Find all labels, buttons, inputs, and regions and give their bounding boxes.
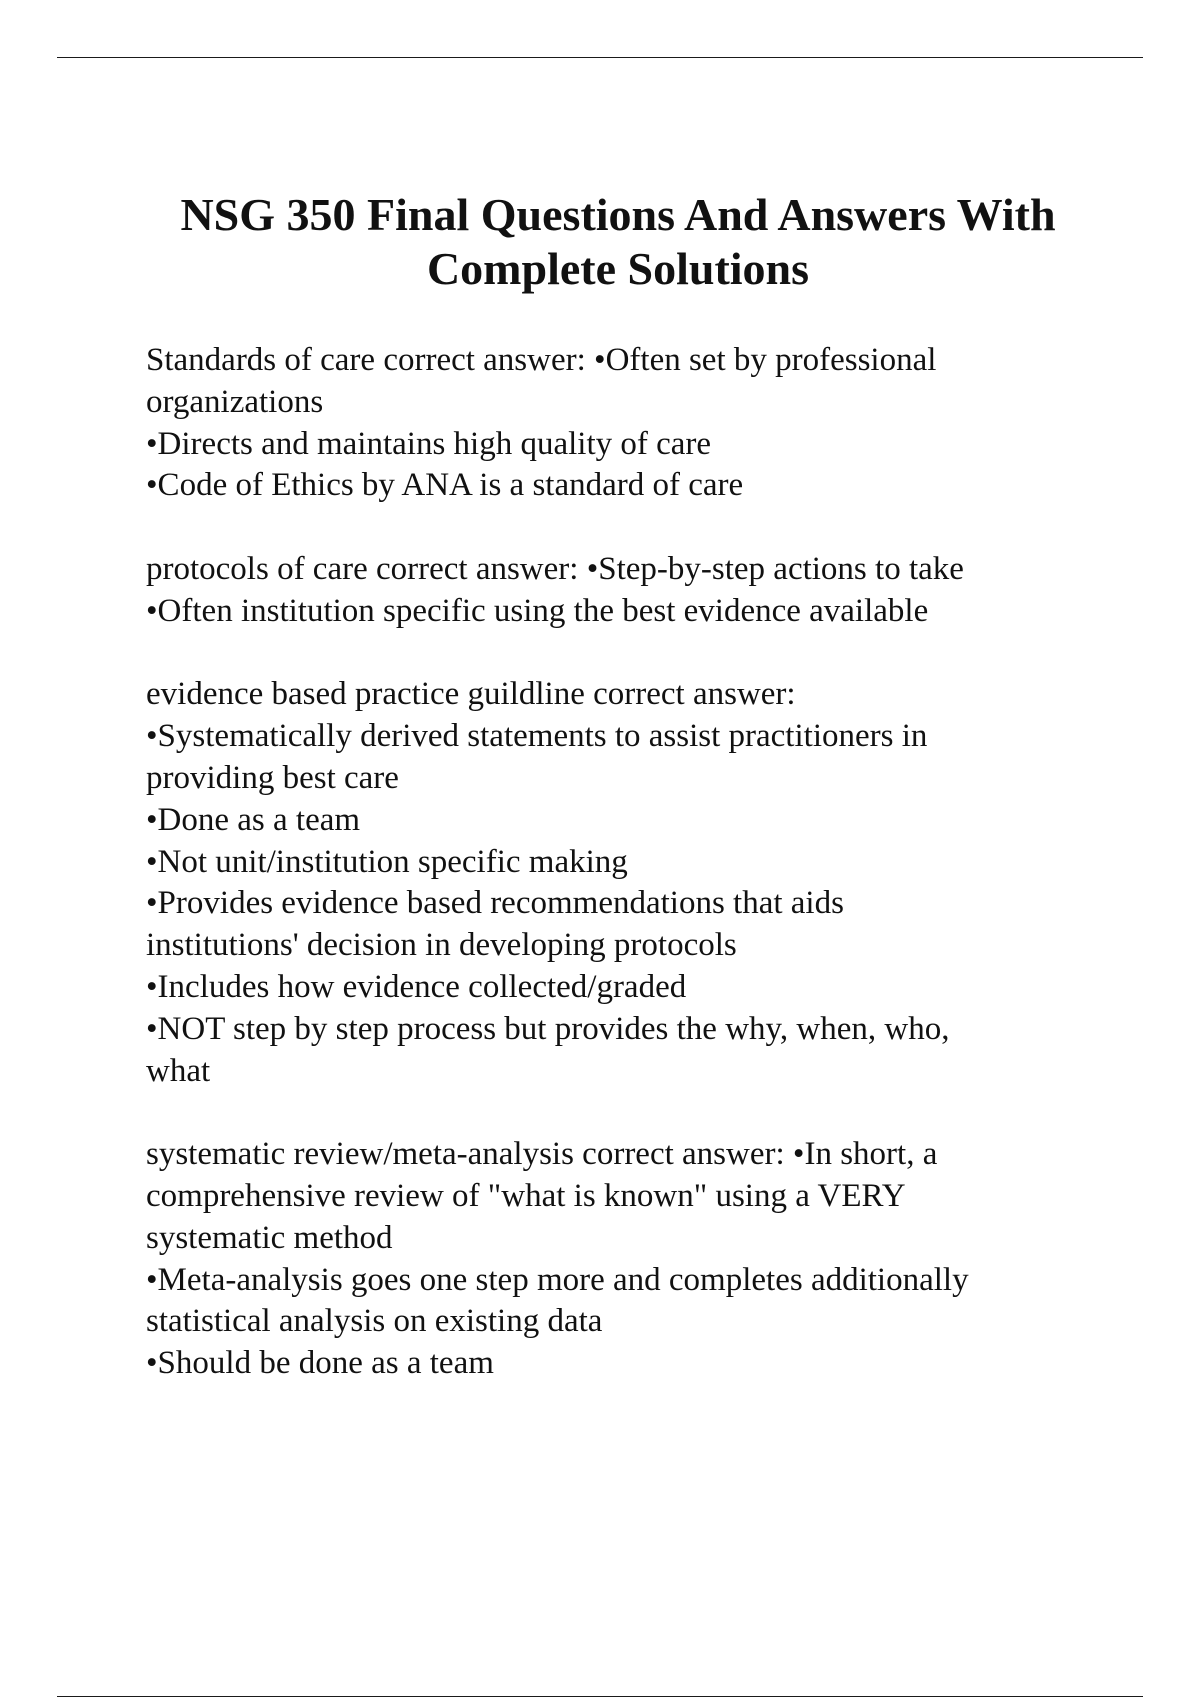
qa-standards-of-care xyxy=(146,340,1146,507)
text-line: •Directs and maintains high quality of care xyxy=(146,425,712,462)
text-line: comprehensive review of "what is known" using a VERY xyxy=(146,1177,906,1214)
qa-systematic-review xyxy=(146,1134,1146,1385)
text-line: •Includes how evidence collected/graded xyxy=(146,968,687,1005)
text-line: statistical analysis on existing data xyxy=(146,1303,603,1340)
text-line: •Meta-analysis goes one step more and completes additionally xyxy=(146,1261,969,1298)
text-line: protocols of care correct answer: •Step-by-step actions to take xyxy=(146,550,964,587)
text-line: evidence based practice guildline correct answer: xyxy=(146,676,796,713)
text-line: •Code of Ethics by ANA is a standard of care xyxy=(146,467,744,504)
qa-protocols-of-care xyxy=(146,549,1146,633)
text-line: organizations xyxy=(146,383,324,420)
bottom-rule xyxy=(57,1696,1143,1697)
text-line: •Systematically derived statements to assist practitioners in xyxy=(146,718,928,755)
text-line: •NOT step by step process but provides the why, when, who, xyxy=(146,1010,950,1047)
text-line: Standards of care correct answer: •Often set by professional xyxy=(146,342,937,378)
title-line: Complete Solutions xyxy=(426,243,810,294)
text-line: systematic review/meta-analysis correct answer: •In short, a xyxy=(146,1136,938,1173)
top-rule xyxy=(57,57,1143,58)
paragraph-gap xyxy=(146,507,1146,549)
title-line: NSG 350 Final Questions And Answers With xyxy=(180,189,1056,240)
paragraph-gap xyxy=(146,1092,1146,1134)
text-line: •Not unit/institution specific making xyxy=(146,843,628,880)
text-line: institutions' decision in developing protocols xyxy=(146,927,737,964)
qa-evidence-based-guideline xyxy=(146,674,1146,1092)
document-body xyxy=(146,340,1146,1385)
text-line: •Should be done as a team xyxy=(146,1345,494,1382)
text-line: systematic method xyxy=(146,1219,393,1256)
text-line: providing best care xyxy=(146,759,399,796)
text-line: •Done as a team xyxy=(146,801,361,838)
text-line: •Provides evidence based recommendations that aids xyxy=(146,885,844,922)
paragraph-gap xyxy=(146,633,1146,675)
document-title xyxy=(100,188,1136,296)
text-line: what xyxy=(146,1052,211,1089)
text-line: •Often institution specific using the best evidence available xyxy=(146,592,929,629)
